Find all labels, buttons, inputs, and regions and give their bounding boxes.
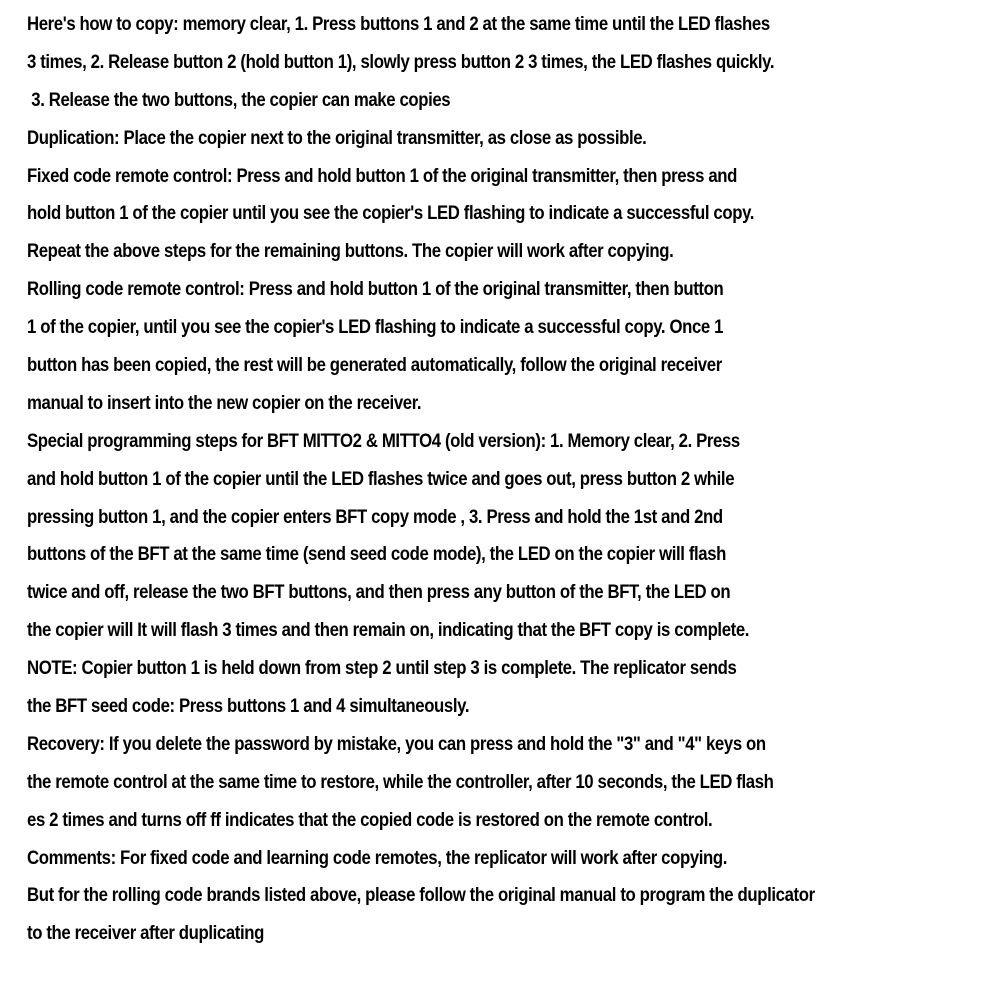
text-line: Recovery: If you delete the password by mistake, you can press and hold the "3" and "4" keys on xyxy=(27,732,766,755)
text-line: es 2 times and turns off ff indicates that the copied code is restored on the remote control. xyxy=(27,808,713,831)
text-line: to the receiver after duplicating xyxy=(27,922,264,945)
text-line: 3. Release the two buttons, the copier can make copies xyxy=(27,88,451,111)
text-line: NOTE: Copier button 1 is held down from step 2 until step 3 is complete. The replicator sends xyxy=(27,657,737,680)
text-line: and hold button 1 of the copier until the LED flashes twice and goes out, press button 2 while xyxy=(27,467,735,490)
text-line: Here's how to copy: memory clear, 1. Press buttons 1 and 2 at the same time until the LED flashes xyxy=(27,13,770,35)
text-line: But for the rolling code brands listed above, please follow the original manual to program the duplicator xyxy=(27,884,815,907)
text-line: hold button 1 of the copier until you see the copier's LED flashing to indicate a successful copy. xyxy=(27,202,755,225)
text-line: the copier will It will flash 3 times and then remain on, indicating that the BFT copy is complete. xyxy=(27,619,750,642)
text-line: Rolling code remote control: Press and hold button 1 of the original transmitter, then button xyxy=(27,278,724,301)
text-line: 3 times, 2. Release button 2 (hold button 1), slowly press button 2 3 times, the LED flashes quickly. xyxy=(27,50,775,73)
text-line: manual to insert into the new copier on the receiver. xyxy=(27,391,422,414)
text-line: buttons of the BFT at the same time (send seed code mode), the LED on the copier will flash xyxy=(27,543,727,566)
text-line: pressing button 1, and the copier enters BFT copy mode , 3. Press and hold the 1st and 2nd xyxy=(27,505,723,528)
text-line: Fixed code remote control: Press and hold button 1 of the original transmitter, then press and xyxy=(27,164,737,187)
text-line: Repeat the above steps for the remaining buttons. The copier will work after copying. xyxy=(27,240,674,263)
text-line: button has been copied, the rest will be generated automatically, follow the original receiver xyxy=(27,354,722,377)
text-line: 1 of the copier, until you see the copier's LED flashing to indicate a successful copy. Once 1 xyxy=(27,316,724,339)
text-line: the remote control at the same time to restore, while the controller, after 10 seconds, the LED flash xyxy=(27,770,774,793)
text-line: Duplication: Place the copier next to the original transmitter, as close as possible. xyxy=(27,126,647,149)
instruction-text-block xyxy=(27,6,987,953)
text-line: twice and off, release the two BFT buttons, and then press any button of the BFT, the LED on xyxy=(27,581,731,604)
text-line: the BFT seed code: Press buttons 1 and 4 simultaneously. xyxy=(27,695,470,718)
text-line: Special programming steps for BFT MITTO2 & MITTO4 (old version): 1. Memory clear, 2. Press xyxy=(27,429,740,452)
text-line: Comments: For fixed code and learning code remotes, the replicator will work after copying. xyxy=(27,846,728,869)
